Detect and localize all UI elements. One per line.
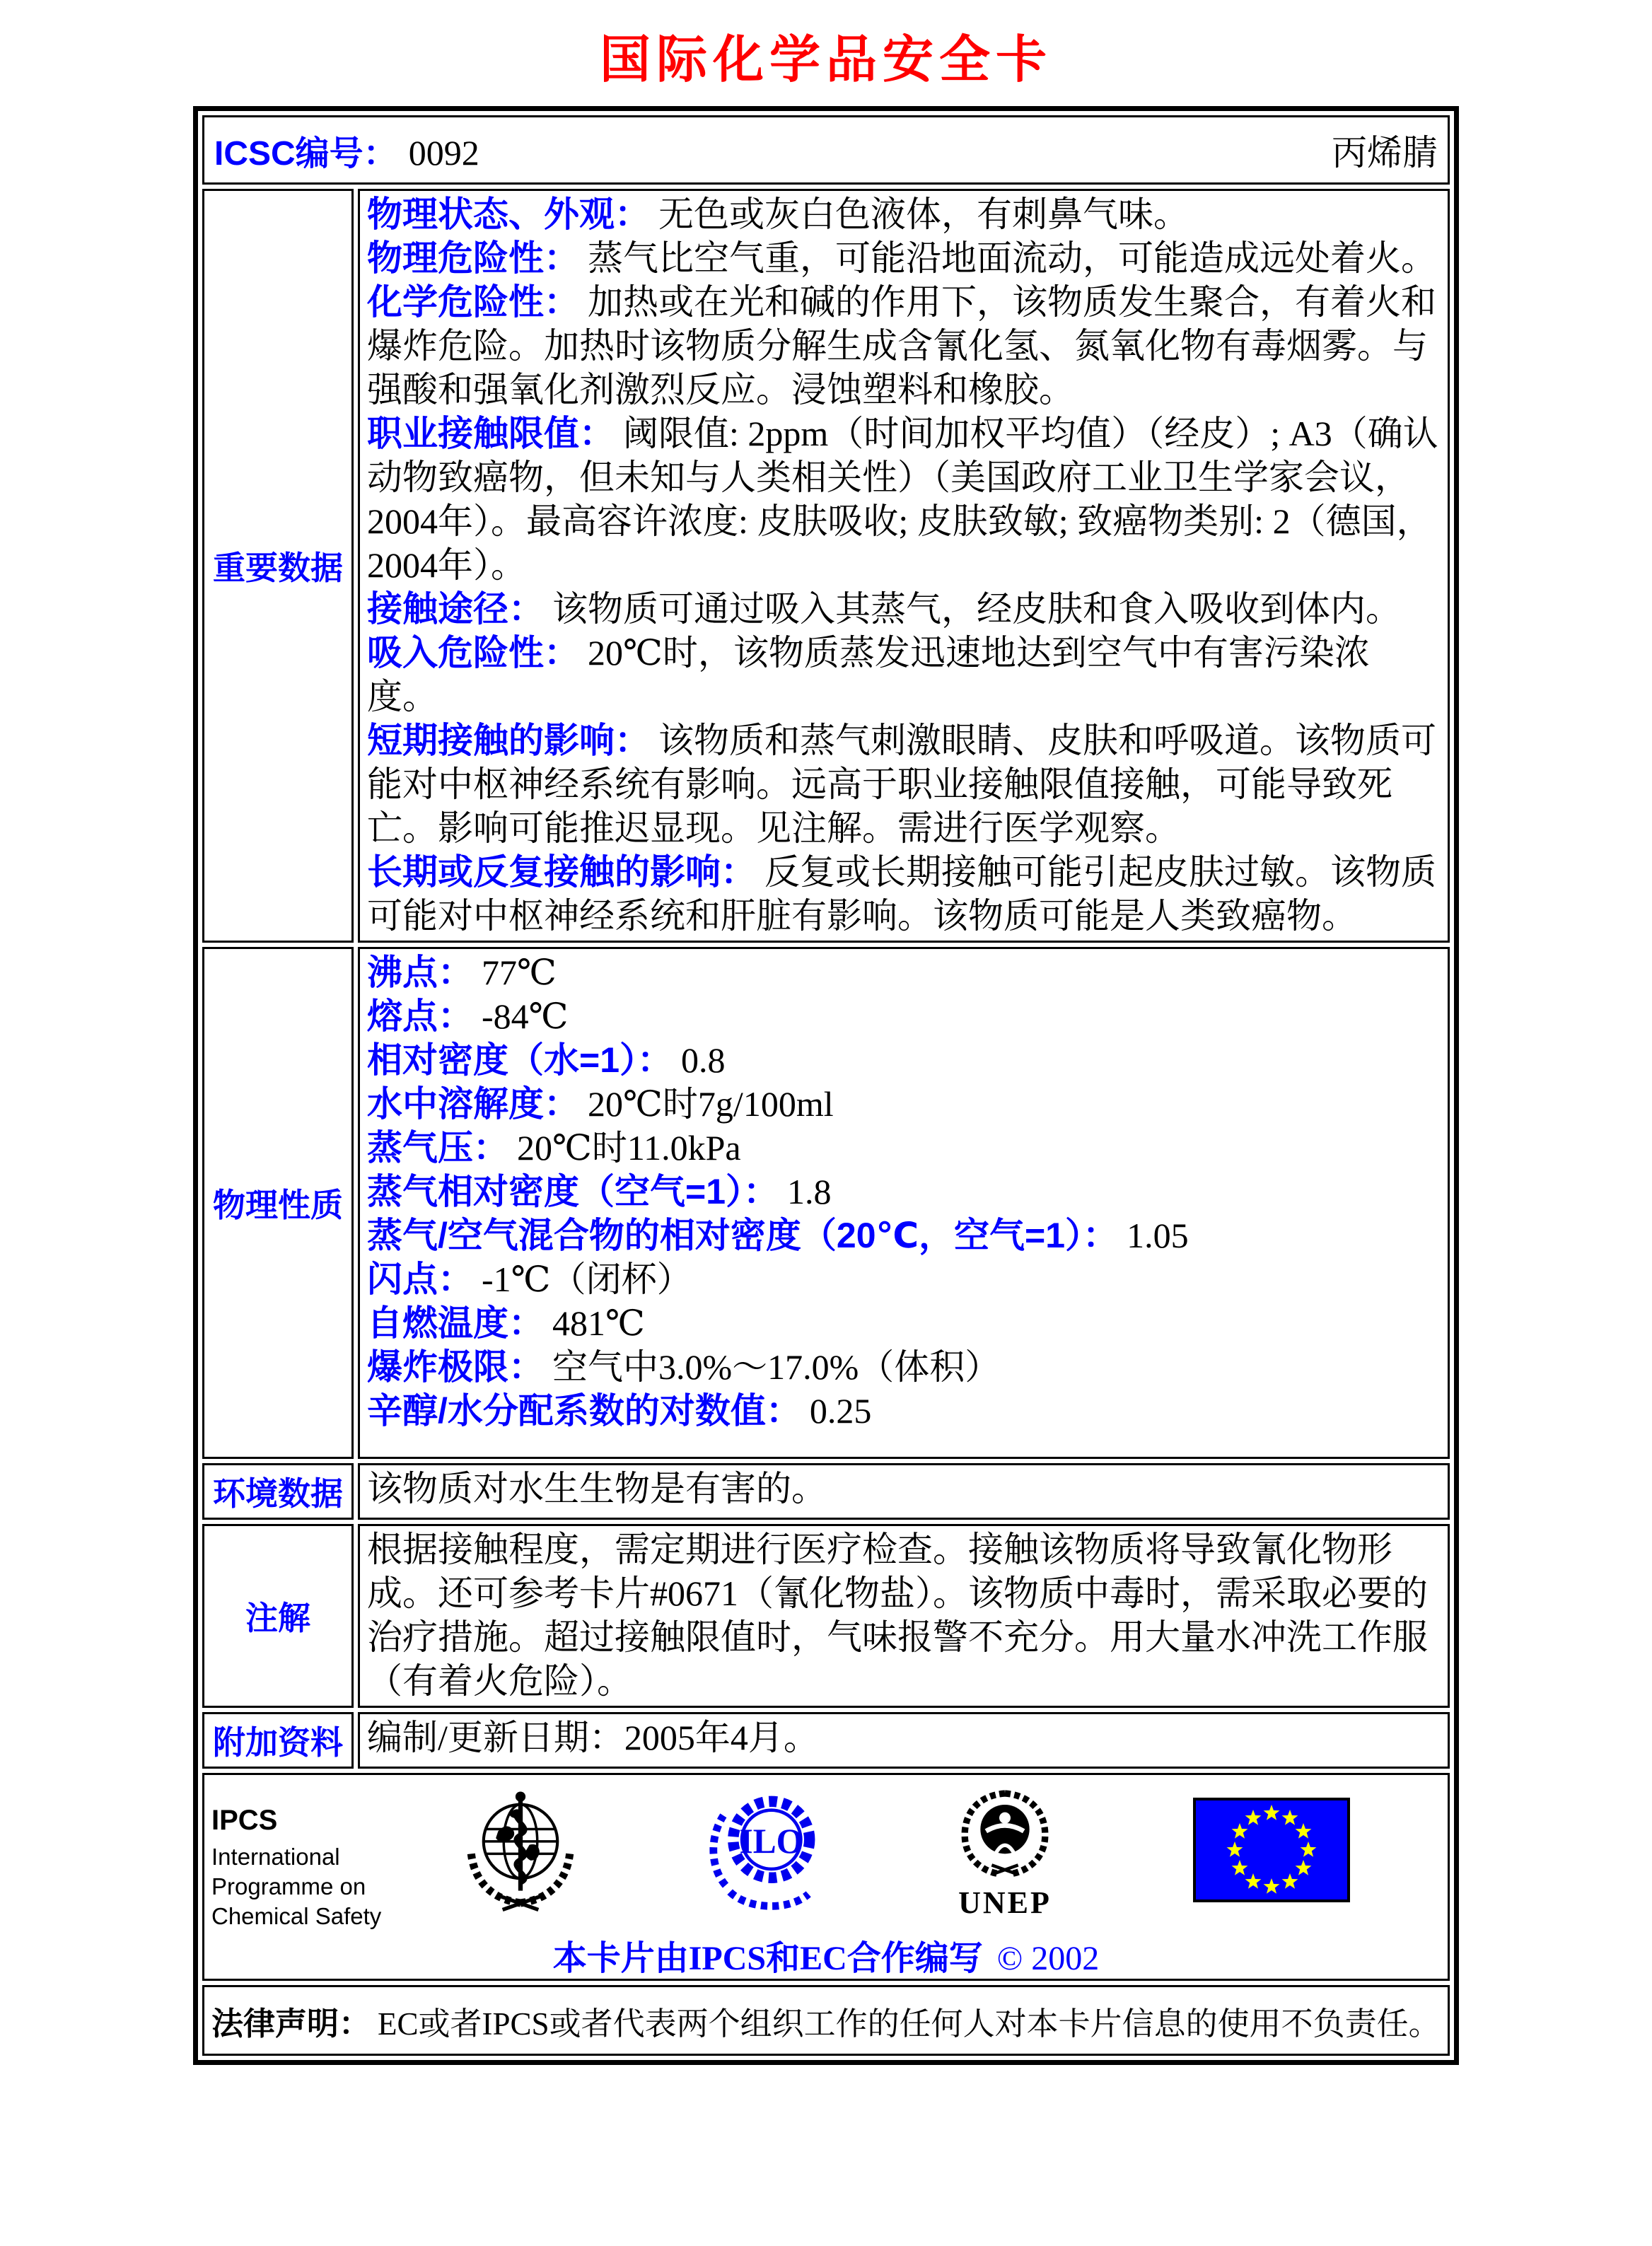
- field-value: 该物质可通过吸入其蒸气，经皮肤和食入吸收到体内。: [552, 589, 1401, 629]
- field-value: 20℃时，该物质蒸发迅速地达到空气中有害污染浓度。: [367, 633, 1370, 716]
- field-row: [367, 280, 1439, 412]
- field-row: [367, 1389, 1439, 1433]
- section-label-notes: 注解: [202, 1524, 354, 1708]
- field-value: 20℃时7g/100ml: [588, 1084, 834, 1124]
- physical-properties-content: [358, 947, 1450, 1459]
- field-value: 1.8: [787, 1172, 832, 1211]
- field-row: [367, 1214, 1439, 1257]
- field-value: 1.05: [1127, 1216, 1189, 1255]
- field-label: 自燃温度：: [367, 1303, 544, 1343]
- section-label-physical-properties: 物理性质: [202, 947, 354, 1459]
- field-label: 蒸气压：: [367, 1128, 508, 1168]
- field-value: 481℃: [552, 1303, 645, 1343]
- field-value: 加热或在光和碱的作用下，该物质发生聚合，有着火和爆炸危险。加热时该物质分解生成含氰化氢、氮氧化物有毒烟雾。与强酸和强氧化剂激烈反应。浸蚀塑料和橡胶。: [367, 282, 1436, 409]
- field-value: 77℃: [482, 953, 557, 992]
- field-label: 物理危险性：: [367, 238, 579, 278]
- unep-logo-icon: [948, 1788, 1061, 1881]
- svg-text:ILO: ILO: [739, 1821, 803, 1861]
- field-value: 该物质和蒸气刺激眼睛、皮肤和呼吸道。该物质可能对中枢神经系统有影响。远高于职业接触限值接触，可能导致死亡。影响可能推迟显现。见注解。需进行医学观察。: [367, 721, 1436, 848]
- field-label: 熔点：: [367, 996, 473, 1036]
- field-label: 水中溶解度：: [367, 1084, 579, 1124]
- legal-cell: [202, 1985, 1450, 2056]
- ipcs-line: Chemical Safety: [211, 1903, 382, 1929]
- field-row: [367, 1345, 1439, 1389]
- header-cell: [202, 115, 1450, 185]
- credit-line: [204, 1931, 1448, 1979]
- who-logo-icon: [453, 1782, 588, 1916]
- icsc-number-group: [214, 126, 479, 175]
- field-value: 蒸气比空气重，可能沿地面流动，可能造成远处着火。: [588, 238, 1436, 278]
- section-label-environmental-data: 环境数据: [202, 1463, 354, 1520]
- unep-logo-block: [948, 1788, 1061, 1921]
- field-label: 闪点：: [367, 1259, 473, 1299]
- field-value: -1℃（闭杯）: [482, 1259, 692, 1299]
- field-row: [367, 236, 1439, 280]
- ipcs-line: International: [211, 1844, 340, 1870]
- field-row: [367, 718, 1439, 850]
- field-label: 吸入危险性：: [367, 633, 579, 673]
- additional-info-content: 编制/更新日期：2005年4月。: [358, 1712, 1450, 1769]
- eu-flag-icon: [1193, 1798, 1350, 1902]
- important-data-content: [358, 189, 1450, 943]
- ipcs-title: IPCS: [211, 1805, 278, 1836]
- field-value: 阈限值: 2ppm（时间加权平均值）（经皮）; A3（确认动物致癌物，但未知与人类相关性）（美国政府工业卫生学家会议，2004年）。最高容许浓度: 皮肤吸收; 皮肤致敏; 致癌物类别: 2（德国，2004年）。: [367, 414, 1438, 585]
- field-label: 蒸气/空气混合物的相对密度（20℃，空气=1）：: [367, 1216, 1119, 1255]
- field-row: [367, 1126, 1439, 1170]
- field-label: 爆炸极限：: [367, 1347, 544, 1387]
- field-label: 化学危险性：: [367, 282, 579, 322]
- physical-properties-row: [202, 947, 1450, 1459]
- ilo-logo-icon: [699, 1785, 830, 1919]
- field-value: 0.25: [809, 1391, 872, 1431]
- icsc-number-value: 0092: [408, 132, 479, 173]
- field-row: [367, 950, 1439, 994]
- field-row: [367, 412, 1439, 587]
- legal-label: 法律声明：: [211, 2005, 371, 2042]
- field-label: 沸点：: [367, 953, 473, 992]
- field-value: 20℃时11.0kPa: [517, 1128, 741, 1168]
- field-value: 反复或长期接触可能引起皮肤过敏。该物质可能对中枢神经系统和肝脏有影响。该物质可能是人类致癌物。: [367, 852, 1436, 936]
- ipcs-text-block: [211, 1805, 381, 1931]
- legal-text: EC或者IPCS或者代表两个组织工作的任何人对本卡片信息的使用不负责任。: [378, 2006, 1441, 2042]
- logos-row: [202, 1773, 1450, 1981]
- logos-cell: [202, 1773, 1450, 1981]
- section-label-additional-info: 附加资料: [202, 1712, 354, 1769]
- field-label: 蒸气相对密度（空气=1）：: [367, 1172, 779, 1211]
- field-label: 短期接触的影响：: [367, 721, 650, 760]
- icsc-number-label: ICSC编号：: [214, 134, 397, 173]
- field-label: 辛醇/水分配系数的对数值：: [367, 1391, 801, 1431]
- chemical-name: 丙烯腈: [1332, 133, 1438, 173]
- field-row: [367, 192, 1439, 236]
- ipcs-line: Programme on: [211, 1873, 366, 1899]
- notes-content: 根据接触程度，需定期进行医疗检查。接触该物质将导致氰化物形成。还可参考卡片#0671（氰化物盐）。该物质中毒时，需采取必要的治疗措施。超过接触限值时，气味报警不充分。用大量水冲洗工作服（有着火危险）。: [358, 1524, 1450, 1708]
- field-row: [367, 1082, 1439, 1126]
- field-label: 物理状态、外观：: [367, 194, 650, 234]
- field-label: 相对密度（水=1）：: [367, 1040, 673, 1080]
- field-row: [367, 1257, 1439, 1301]
- legal-row: [202, 1985, 1450, 2056]
- field-row: [367, 1038, 1439, 1082]
- notes-row: [202, 1524, 1450, 1708]
- field-row: [367, 850, 1439, 938]
- field-row: [367, 587, 1439, 631]
- field-label: 职业接触限值：: [367, 414, 615, 453]
- header-row: [202, 115, 1450, 185]
- environmental-data-content: 该物质对水生生物是有害的。: [358, 1463, 1450, 1520]
- icsc-card-table: [193, 106, 1459, 2065]
- field-row: [367, 1301, 1439, 1345]
- field-value: -84℃: [482, 996, 569, 1036]
- important-data-row: [202, 189, 1450, 943]
- field-row: [367, 631, 1439, 718]
- field-value: 0.8: [681, 1040, 726, 1080]
- field-value: 空气中3.0%～17.0%（体积）: [552, 1347, 1001, 1387]
- environmental-data-row: [202, 1463, 1450, 1520]
- credit-year: © 2002: [996, 1940, 1100, 1977]
- page-title: 国际化学品安全卡: [599, 32, 1052, 88]
- credit-text: 本卡片由IPCS和EC合作编写: [552, 1940, 983, 1977]
- additional-info-row: [202, 1712, 1450, 1769]
- unep-logo-text: UNEP: [958, 1885, 1052, 1920]
- field-row: [367, 994, 1439, 1038]
- field-row: [367, 1170, 1439, 1214]
- field-label: 接触途径：: [367, 589, 544, 629]
- field-value: 无色或灰白色液体，有刺鼻气味。: [658, 194, 1189, 234]
- field-label: 长期或反复接触的影响：: [367, 852, 756, 892]
- section-label-important-data: 重要数据: [202, 189, 354, 943]
